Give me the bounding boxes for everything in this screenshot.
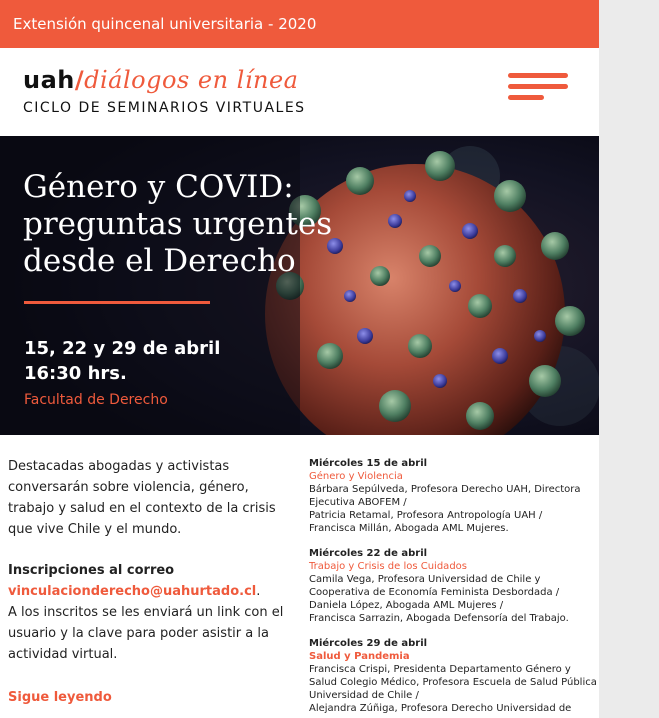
registration-label: Inscripciones al correo — [8, 563, 175, 578]
top-banner — [0, 0, 599, 48]
intro-text: Destacadas abogadas y activistas conversarán sobre violencia, género, trabajo y salud en el contexto de la crisis que vive Chile y el mundo. — [8, 459, 276, 537]
brand-uah: uah — [23, 66, 75, 94]
email-suffix: . — [256, 584, 261, 599]
session-day: Miércoles 22 de abril — [309, 548, 428, 559]
brand-title: diálogos en línea — [84, 66, 299, 94]
session-topic: Trabajo y Crisis de los Cuidados — [309, 561, 467, 572]
session-day: Miércoles 29 de abril — [309, 638, 428, 649]
brand-slash: / — [74, 66, 85, 94]
brand-logo[interactable] — [23, 66, 298, 94]
hero-dates-block — [24, 336, 220, 386]
session-topic: Salud y Pandemia — [309, 651, 410, 662]
hero-divider — [24, 301, 210, 304]
session-speaker: Bárbara Sepúlveda, Profesora Derecho UAH, Directora Ejecutiva ABOFEM / — [309, 484, 581, 508]
session-day: Miércoles 15 de abril — [309, 458, 428, 469]
read-more-link[interactable]: Sigue leyendo — [8, 690, 112, 705]
session-item — [309, 547, 599, 625]
top-banner-text: Extensión quincenal universitaria - 2020 — [13, 15, 317, 33]
hero-title — [23, 169, 343, 281]
hero-dates: 15, 22 y 29 de abril — [24, 338, 221, 359]
description-column — [8, 456, 288, 708]
session-item — [309, 637, 599, 715]
hero-time: 16:30 hrs. — [24, 363, 127, 384]
brand-subtitle: CICLO DE SEMINARIOS VIRTUALES — [23, 100, 306, 116]
hero-banner — [0, 136, 599, 435]
registration-email-link[interactable]: vinculacionderecho@uahurtado.cl — [8, 584, 257, 599]
side-margin — [599, 0, 659, 718]
session-topic: Género y Violencia — [309, 471, 403, 482]
hero-title-line: preguntas urgentes — [23, 206, 333, 243]
session-item — [309, 457, 599, 535]
hero-title-line: desde el Derecho — [23, 243, 296, 280]
session-speaker: Camila Vega, Profesora Universidad de Chile y Cooperativa de Economía Feminista Desbordada / — [309, 574, 560, 598]
session-speaker: Daniela López, Abogada AML Mujeres / — [309, 600, 504, 611]
hero-title-line: Género y COVID: — [23, 169, 294, 205]
session-speaker: Alejandra Zúñiga, Profesora Derecho Universidad de — [309, 703, 572, 714]
session-speaker: Patricia Retamal, Profesora Antropología UAH / — [309, 510, 543, 521]
session-speaker: Francisca Sarrazin, Abogada Defensoría del Trabajo. — [309, 613, 569, 624]
sessions-column — [309, 457, 599, 718]
session-speaker: Francisca Millán, Abogada AML Mujeres. — [309, 523, 509, 534]
registration-note: A los inscritos se les enviará un link con el usuario y la clave para poder asistir a la actividad virtual. — [8, 605, 284, 662]
hero-faculty: Facultad de Derecho — [24, 392, 168, 408]
session-speaker: Francisca Crispi, Presidenta Departamento Género y Salud Colegio Médico, Profesora Escuela de Salud Pública Universidad de Chile / — [309, 664, 597, 701]
menu-lines-icon[interactable] — [505, 73, 571, 109]
